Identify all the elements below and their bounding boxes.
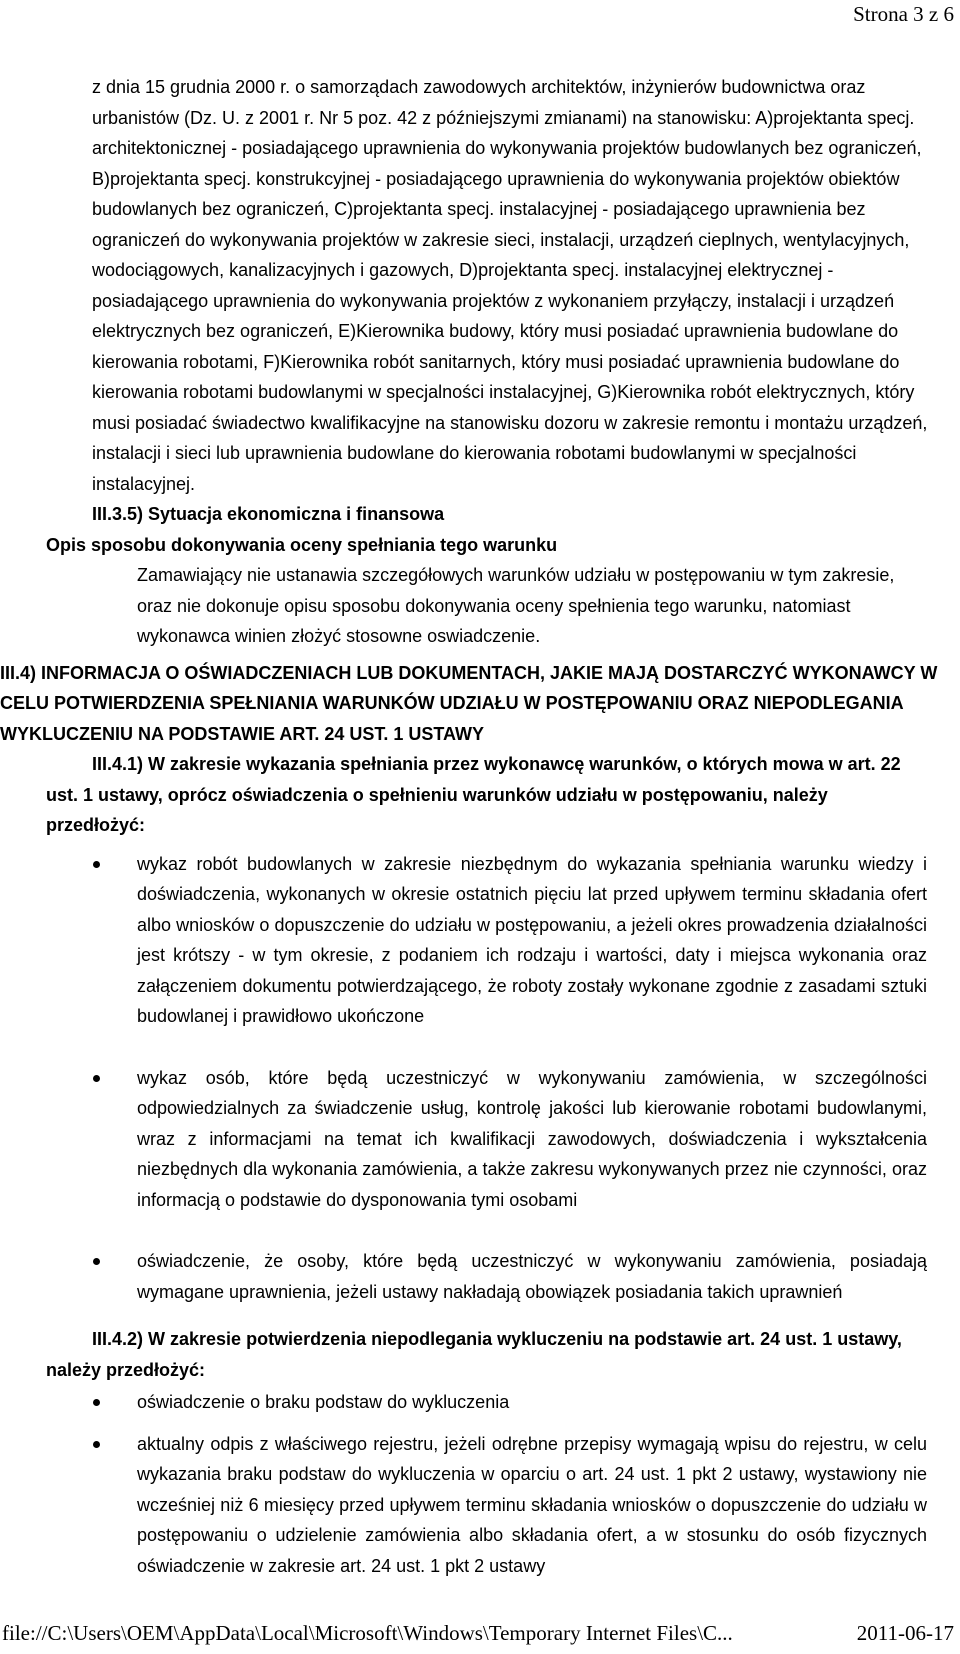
list-item: [0, 1063, 960, 1216]
list-item: [0, 1246, 960, 1307]
list-item-text: aktualny odpis z właściwego rejestru, jeżeli odrębne przepisy wymagają wpisu do rejestru, w celu wykazania braku podstaw do wykluczenia w oparciu o art. 24 ust. 1 pkt 2 ustawy, wystawiony nie wcześniej niż 6 miesięcy przed upływem terminu składania wniosków o dopuszczenie do udziału w postępowaniu o udzielenie zamówienia albo składania ofert, a w stosunku do osób fizycznych oświadczenie w zakresie art. 24 ust. 1 pkt 2 ustawy: [137, 1433, 927, 1576]
bullet-icon: [93, 1258, 100, 1265]
list-item: [0, 849, 960, 1032]
bullet-icon: [93, 1075, 100, 1082]
section-iii-4-2-rest: należy przedłożyć:: [46, 1359, 206, 1380]
page-footer: [2, 1621, 954, 1646]
page-number-header: Strona 3 z 6: [853, 2, 954, 26]
assessment-text: Zamawiający nie ustanawia szczegółowych warunków udziału w postępowaniu w tym zakresie, oraz nie dokonuje opisu sposobu dokonywania oceny spełnienia tego warunku, natomiast wykonawca winien złożyć stosowne oswiadczenie.: [137, 565, 895, 646]
list-item-text: oświadczenie, że osoby, które będą uczestniczyć w wykonywaniu zamówienia, posiadają wymagane uprawnienia, jeżeli ustawy nakładają obowiązek posiadania takich uprawnień: [137, 1251, 927, 1302]
bullet-icon: [93, 861, 100, 868]
list-item: [0, 1429, 960, 1582]
section-iii-4-2-first-line: III.4.2) W zakresie potwierdzenia niepodlegania wykluczeniu na podstawie art. 24 ust. 1 ustawy,: [92, 1329, 902, 1349]
section-iii-4-2-title: [0, 1324, 960, 1385]
list-item-text: oświadczenie o braku podstaw do wykluczenia: [137, 1392, 510, 1412]
intro-paragraph: z dnia 15 grudnia 2000 r. o samorządach zawodowych architektów, inżynierów budownictwa oraz urbanistów (Dz. U. z 2001 r. Nr 5 poz. 42 z późniejszymi zmianami) na stanowisku: A)projektanta specj. architektonicznej - posiadającego uprawnienia do wykonywania projektów budowlanych bez ograniczeń, B)projektanta specj. konstrukcyjnej - posiadającego uprawnienia do wykonywania projektów obiektów budowlanych bez ograniczeń, C)projektanta specj. instalacyjnej - posiadającego uprawnienia bez ograniczeń do wykonywania projektów w zakresie sieci, instalacji, urządzeń cieplnych, wentylacyjnych, wodociągowych, kanalizacyjnych i gazowych, D)projektanta specj. instalacyjnej elektrycznej - posiadającego uprawnienia do wykonywania projektów z wykonaniem przyłączy, instalacji i urządzeń elektrycznych bez ograniczeń, E)Kierownika budowy, który musi posiadać uprawnienia budowlane do kierowania robotami, F)Kierownika robót sanitarnych, który musi posiadać uprawnienia budowlane do kierowania robotami budowlanymi w specjalności instalacyjnej, G)Kierownika robót elektrycznych, który musi posiadać świadectwo kwalifikacyjne na stanowisku dozoru w zakresie remontu i montażu urządzeń, instalacji i sieci lub uprawnienia budowlane do kierowania robotami budowlanymi w specjalności instalacyjnej.: [92, 77, 928, 494]
section-iii-4-1-first-line: III.4.1) W zakresie wykazania spełniania przez wykonawcę warunków, o których mowa w art. 22: [92, 754, 901, 774]
section-iii-3-5-title: III.3.5) Sytuacja ekonomiczna i finansowa: [92, 504, 445, 524]
section-iii-4-title: III.4) INFORMACJA O OŚWIADCZENIACH LUB DOKUMENTACH, JAKIE MAJĄ DOSTARCZYĆ WYKONAWCY W CELU POTWIERDZENIA SPEŁNIANIA WARUNKÓW UDZIAŁU W POSTĘPOWANIU ORAZ NIEPODLEGANIA WYKLUCZENIU NA PODSTAWIE ART. 24 UST. 1 USTAWY: [0, 662, 938, 744]
section-iii-4-1-title: [0, 749, 960, 841]
footer-file-path: file://C:\Users\OEM\AppData\Local\Microsoft\Windows\Temporary Internet Files\C...: [2, 1621, 733, 1645]
documents-list-2: [0, 1387, 960, 1581]
list-item: [0, 1387, 960, 1418]
footer-date: 2011-06-17: [856, 1621, 954, 1645]
documents-list-1: [0, 849, 960, 1308]
document-body: [0, 72, 960, 1592]
list-item-text: wykaz osób, które będą uczestniczyć w wykonywaniu zamówienia, w szczególności odpowiedzialnych za świadczenie usług, kontrolę jakości lub kierowanie robotami budowlanymi, wraz z informacjami na temat ich kwalifikacji zawodowych, doświadczenia i wykształcenia niezbędnych dla wykonania zamówienia, a także zakresu wykonywanych przez nie czynności, oraz informacją o podstawie do dysponowania tymi osobami: [137, 1067, 927, 1210]
section-iii-4-1-rest: ust. 1 ustawy, oprócz oświadczenia o spełnieniu warunków udziału w postępowaniu, należy przedłożyć:: [46, 784, 828, 835]
list-item-text: wykaz robót budowlanych w zakresie niezbędnym do wykazania spełniania warunku wiedzy i doświadczenia, wykonanych w okresie ostatnich pięciu lat przed upływem terminu składania ofert albo wniosków o dopuszczenie do udziału w postępowaniu, a jeżeli okres prowadzenia działalności jest krótszy - w tym okresie, z podaniem ich rodzaju i wartości, daty i miejsca wykonania oraz załączeniem dokumentu potwierdzającego, że roboty zostały wykonane zgodnie z zasadami sztuki budowlanej i prawidłowo ukończone: [137, 853, 927, 1026]
bullet-icon: [93, 1399, 100, 1406]
assessment-heading: Opis sposobu dokonywania oceny spełniania tego warunku: [46, 534, 558, 555]
bullet-icon: [93, 1441, 100, 1448]
